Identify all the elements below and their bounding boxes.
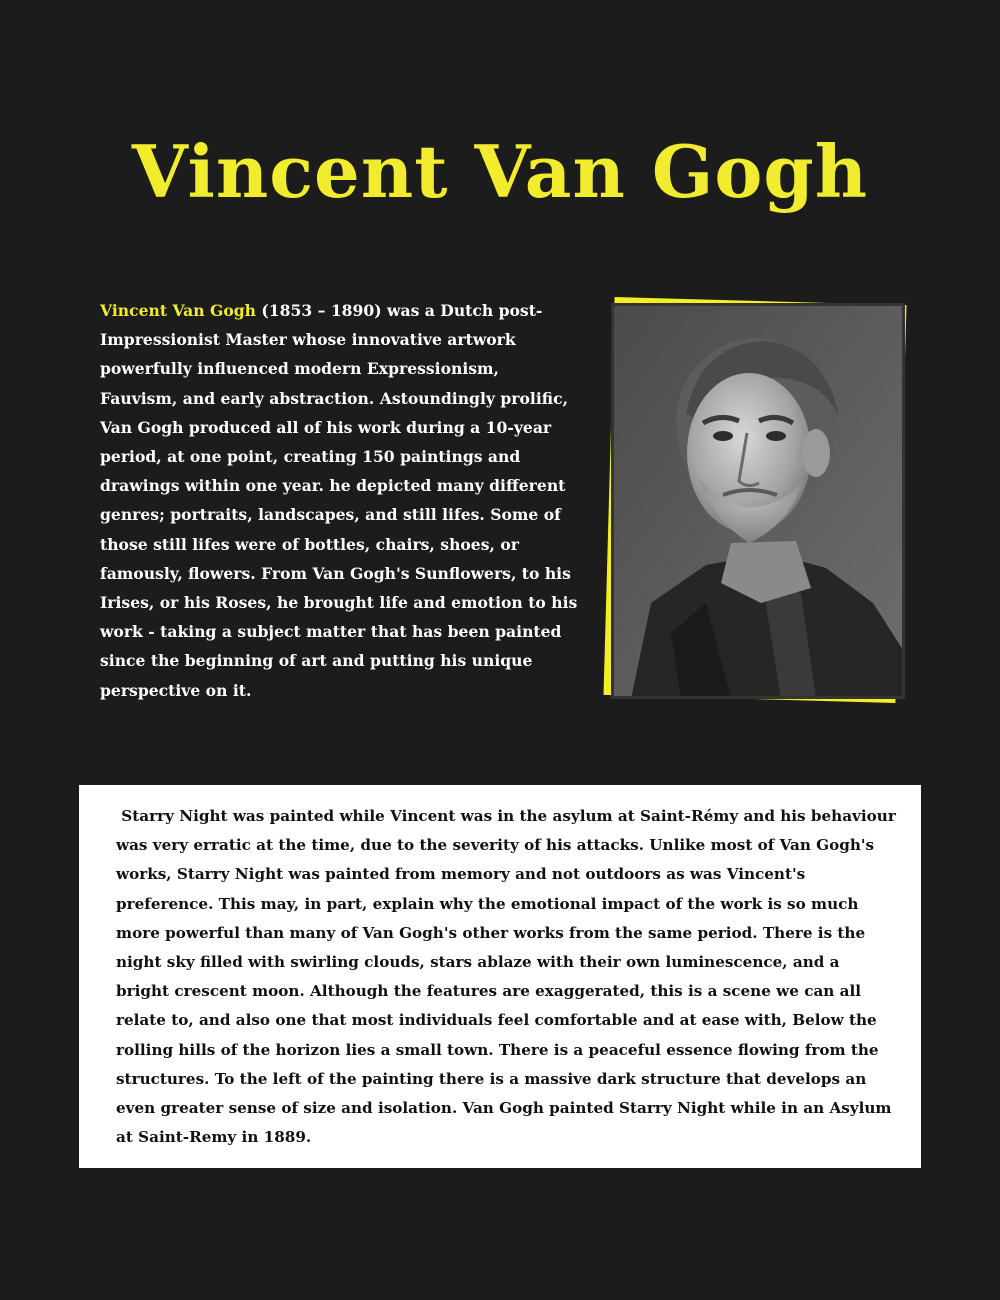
essay-paragraph: Starry Night was painted while Vincent was in the asylum at Saint-Rémy and his behaviour was very erratic at the time, due to the severity of his attacks. Unlike most of Van Gogh's works, Starry Night was painted from memory and not outdoors as was Vincent's preference. This may, in part, explain why the emotional impact of the work is so much more powerful than many of Van Gogh's other works from the same period. There is the night sky filled with swirling clouds, stars ablaze with their own luminescence, and a bright crescent moon. Although the features are exaggerated, this is a scene we can all relate to, and also one that most individuals feel comfortable and at ease with, Below the rolling hills of the horizon lies a small town. There is a peaceful essence flowing from the structures. To the left of the painting there is a massive dark structure that develops an even greater sense of size and isolation. Van Gogh painted Starry Night while in an Asylum at Saint-Remy in 1889. bbox=[116, 807, 902, 1147]
bio-text: (1853 – 1890) was a Dutch post-Impressionist Master whose innovative artwork powerfully influenced modern Expressionism, Fauvism, and early abstraction. Astoundingly prolific, Van Gogh produced all of his work during a 10-year period, at one point, creating 150 paintings and drawings within one year. he depicted many different genres; portraits, landscapes, and still lifes. Some of those still lifes were of bottles, chairs, shoes, or famously, flowers. From Van Gogh's Sunflowers, to his Irises, or his Roses, he brought life and emotion to his work - taking a subject matter that has been painted since the beginning of art and putting his unique perspective on it. bbox=[100, 301, 578, 700]
bio-name-highlight: Vincent Van Gogh bbox=[100, 301, 256, 320]
page-title: Vincent Van Gogh bbox=[131, 129, 869, 214]
essay-box bbox=[79, 785, 921, 1168]
portrait-photo-icon bbox=[611, 303, 905, 699]
bio-paragraph bbox=[100, 296, 578, 705]
portrait-container bbox=[605, 297, 915, 707]
